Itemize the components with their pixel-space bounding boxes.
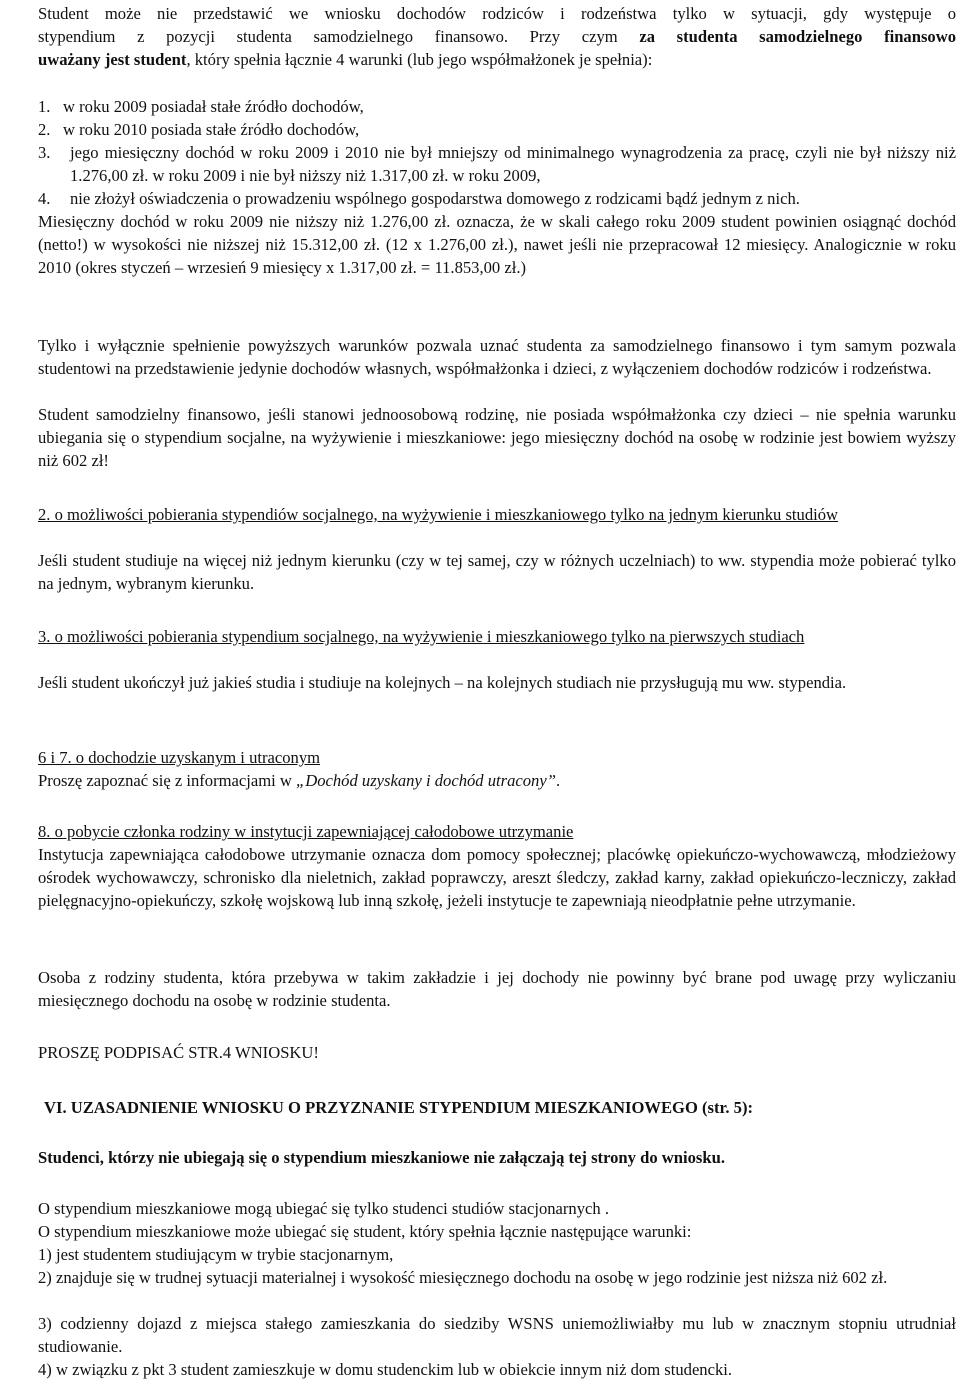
section-2-body: Jeśli student studiuje na więcej niż jednym kierunku (czy w tej samej, czy w różnych uczelniach) to ww. stypendia może pobierać tylko na jednym, wybranym kierunku. — [38, 551, 956, 593]
section-67-period: . — [555, 771, 561, 790]
sign-reminder: PROSZĘ PODPISAĆ STR.4 WNIOSKU! — [38, 1043, 319, 1062]
section-6-condition: 3) codzienny dojazd z miejsca stałego zamieszkania do siedziby WSNS uniemożliwiałby mu lub w znacznym stopniu utrudniał studiowanie. — [38, 1314, 956, 1356]
section-8-heading — [38, 820, 956, 843]
only-conditions-paragraph: Tylko i wyłącznie spełnienie powyższych warunków pozwala uznać studenta za samodzielnego finansowo i tym samym pozwala studentowi na przedstawienie jedynie dochodów własnych, współmałżonka i dzieci, z wyłączeniem dochodów rodziców i rodzeństwa. — [38, 336, 956, 378]
condition-text: jego miesięczny dochód w roku 2009 i 2010 nie był mniejszy od minimalnego wynagrodzenia za pracę, czyli nie był niższy niż 1.276,00 zł. w roku 2009 i nie był niższy niż 1.317,00 zł. w roku 2009, — [70, 143, 956, 185]
section-6-paragraph-1: O stypendium mieszkaniowe mogą ubiegać się tylko studenci studiów stacjonarnych . — [38, 1199, 609, 1218]
section-67-text: Proszę zapoznać się z informacjami w — [38, 771, 297, 790]
single-person-paragraph: Student samodzielny finansowo, jeśli stanowi jednoosobową rodzinę, nie posiada współmałżonka czy dzieci – nie spełnia warunku ubiegania się o stypendium socjalne, na wyżywienie i mieszkaniowe: jego miesięczny dochód na osobę w rodzinie jest bowiem wyższy niż 602 zł! — [38, 405, 956, 470]
section-6-condition: 2) znajduje się w trudnej sytuacji materialnej i wysokość miesięcznego dochodu na osobę w jego rodzinie jest niższa niż 602 zł. — [38, 1268, 888, 1287]
section-6-condition: 4) w związku z pkt 3 student zamieszkuje w domu studenckim lub w obiekcie innym niż dom studencki. — [38, 1360, 733, 1379]
section-3-body: Jeśli student ukończył już jakieś studia i studiuje na kolejnych – na kolejnych studiach nie przysługują mu ww. stypendia. — [38, 673, 847, 692]
intro-line-1: Student może nie przedstawić we wniosku dochodów rodziców i rodzeństwa tylko w sytuacji, gdy występuje o — [38, 4, 956, 23]
intro-paragraph — [38, 2, 956, 71]
section-67-body — [38, 769, 956, 792]
condition-text: nie złożył oświadczenia o prowadzeniu wspólnego gospodarstwa domowego z rodzicami bądź jednym z nich. — [70, 189, 800, 208]
condition-number: 1. — [38, 97, 51, 116]
condition-text: w roku 2009 posiadał stałe źródło dochodów, — [63, 97, 364, 116]
section-6-subheading-text: Studenci, którzy nie ubiegają się o stypendium mieszkaniowe nie załączają tej strony do wniosku. — [38, 1148, 725, 1167]
monthly-income-note: Miesięczny dochód w roku 2009 nie niższy niż 1.276,00 zł. oznacza, że w skali całego roku 2009 student powinien osiągnąć dochód (netto!) w wysokości nie niższej niż 15.312,00 zł. (12 x 1.276,00 zł.), nawet jeśli nie przepracował 12 miesięcy. Analogicznie w roku 2010 (okres styczeń – wrzesień 9 miesięcy x 1.317,00 zł. = 11.853,00 zł.) — [38, 212, 956, 277]
condition-number: 4. — [38, 189, 51, 208]
section-2-heading — [38, 503, 956, 526]
section-6-subheading — [38, 1146, 956, 1169]
section-2-heading-text: 2. o możliwości pobierania stypendiów socjalnego, na wyżywienie i mieszkaniowego tylko na jednym kierunku studiów — [38, 505, 839, 524]
condition-number: 3. — [38, 143, 51, 162]
section-3-heading — [38, 625, 956, 648]
section-6-heading-text: VI. UZASADNIENIE WNIOSKU O PRZYZNANIE STYPENDIUM MIESZKANIOWEGO (str. 5): — [44, 1098, 754, 1117]
intro-line-2 — [38, 25, 956, 48]
section-6-paragraph-2: O stypendium mieszkaniowe może ubiegać się student, który spełnia łącznie następujące warunki: — [38, 1222, 692, 1241]
section-8-note: Osoba z rodziny studenta, która przebywa w takim zakładzie i jej dochody nie powinny być brane pod uwagę przy wyliczaniu miesięcznego dochodu na osobę w rodzinie studenta. — [38, 968, 956, 1010]
intro-bold-phrase-2: uważany jest student — [38, 50, 187, 69]
intro-text: stypendium z pozycji studenta samodzielnego finansowo. Przy czym — [38, 27, 640, 46]
section-67-heading-text: 6 i 7. o dochodzie uzyskanym i utraconym — [38, 748, 321, 767]
intro-line-3 — [38, 48, 956, 71]
section-67-heading — [38, 746, 956, 769]
condition-text: w roku 2010 posiada stałe źródło dochodów, — [63, 120, 360, 139]
section-8-body: Instytucja zapewniająca całodobowe utrzymanie oznacza dom pomocy społecznej; placówkę opiekuńczo-wychowawczą, młodzieżowy ośrodek wychowawczy, schronisko dla nieletnich, zakład poprawczy, areszt śledczy, zakład karny, zakład opiekuńczo-leczniczy, zakład pielęgnacyjno-opiekuńczy, szkołę wojskową lub inną szkołę, jeżeli instytucje te zapewniają nieodpłatnie pełne utrzymanie. — [38, 845, 956, 910]
section-8-heading-text: 8. o pobycie członka rodziny w instytucji zapewniającej całodobowe utrzymanie — [38, 822, 574, 841]
section-6-heading — [44, 1096, 956, 1119]
section-3-heading-text: 3. o możliwości pobierania stypendium socjalnego, na wyżywienie i mieszkaniowego tylko na pierwszych studiach — [38, 627, 805, 646]
condition-number: 2. — [38, 120, 51, 139]
intro-bold-phrase: za studenta samodzielnego finansowo — [639, 27, 956, 46]
intro-text-2: , który spełnia łącznie 4 warunki (lub jego współmałżonek je spełnia): — [186, 50, 653, 69]
section-6-condition: 1) jest studentem studiującym w trybie stacjonarnym, — [38, 1245, 394, 1264]
section-67-italic-title: „Dochód uzyskany i dochód utracony” — [296, 771, 556, 790]
